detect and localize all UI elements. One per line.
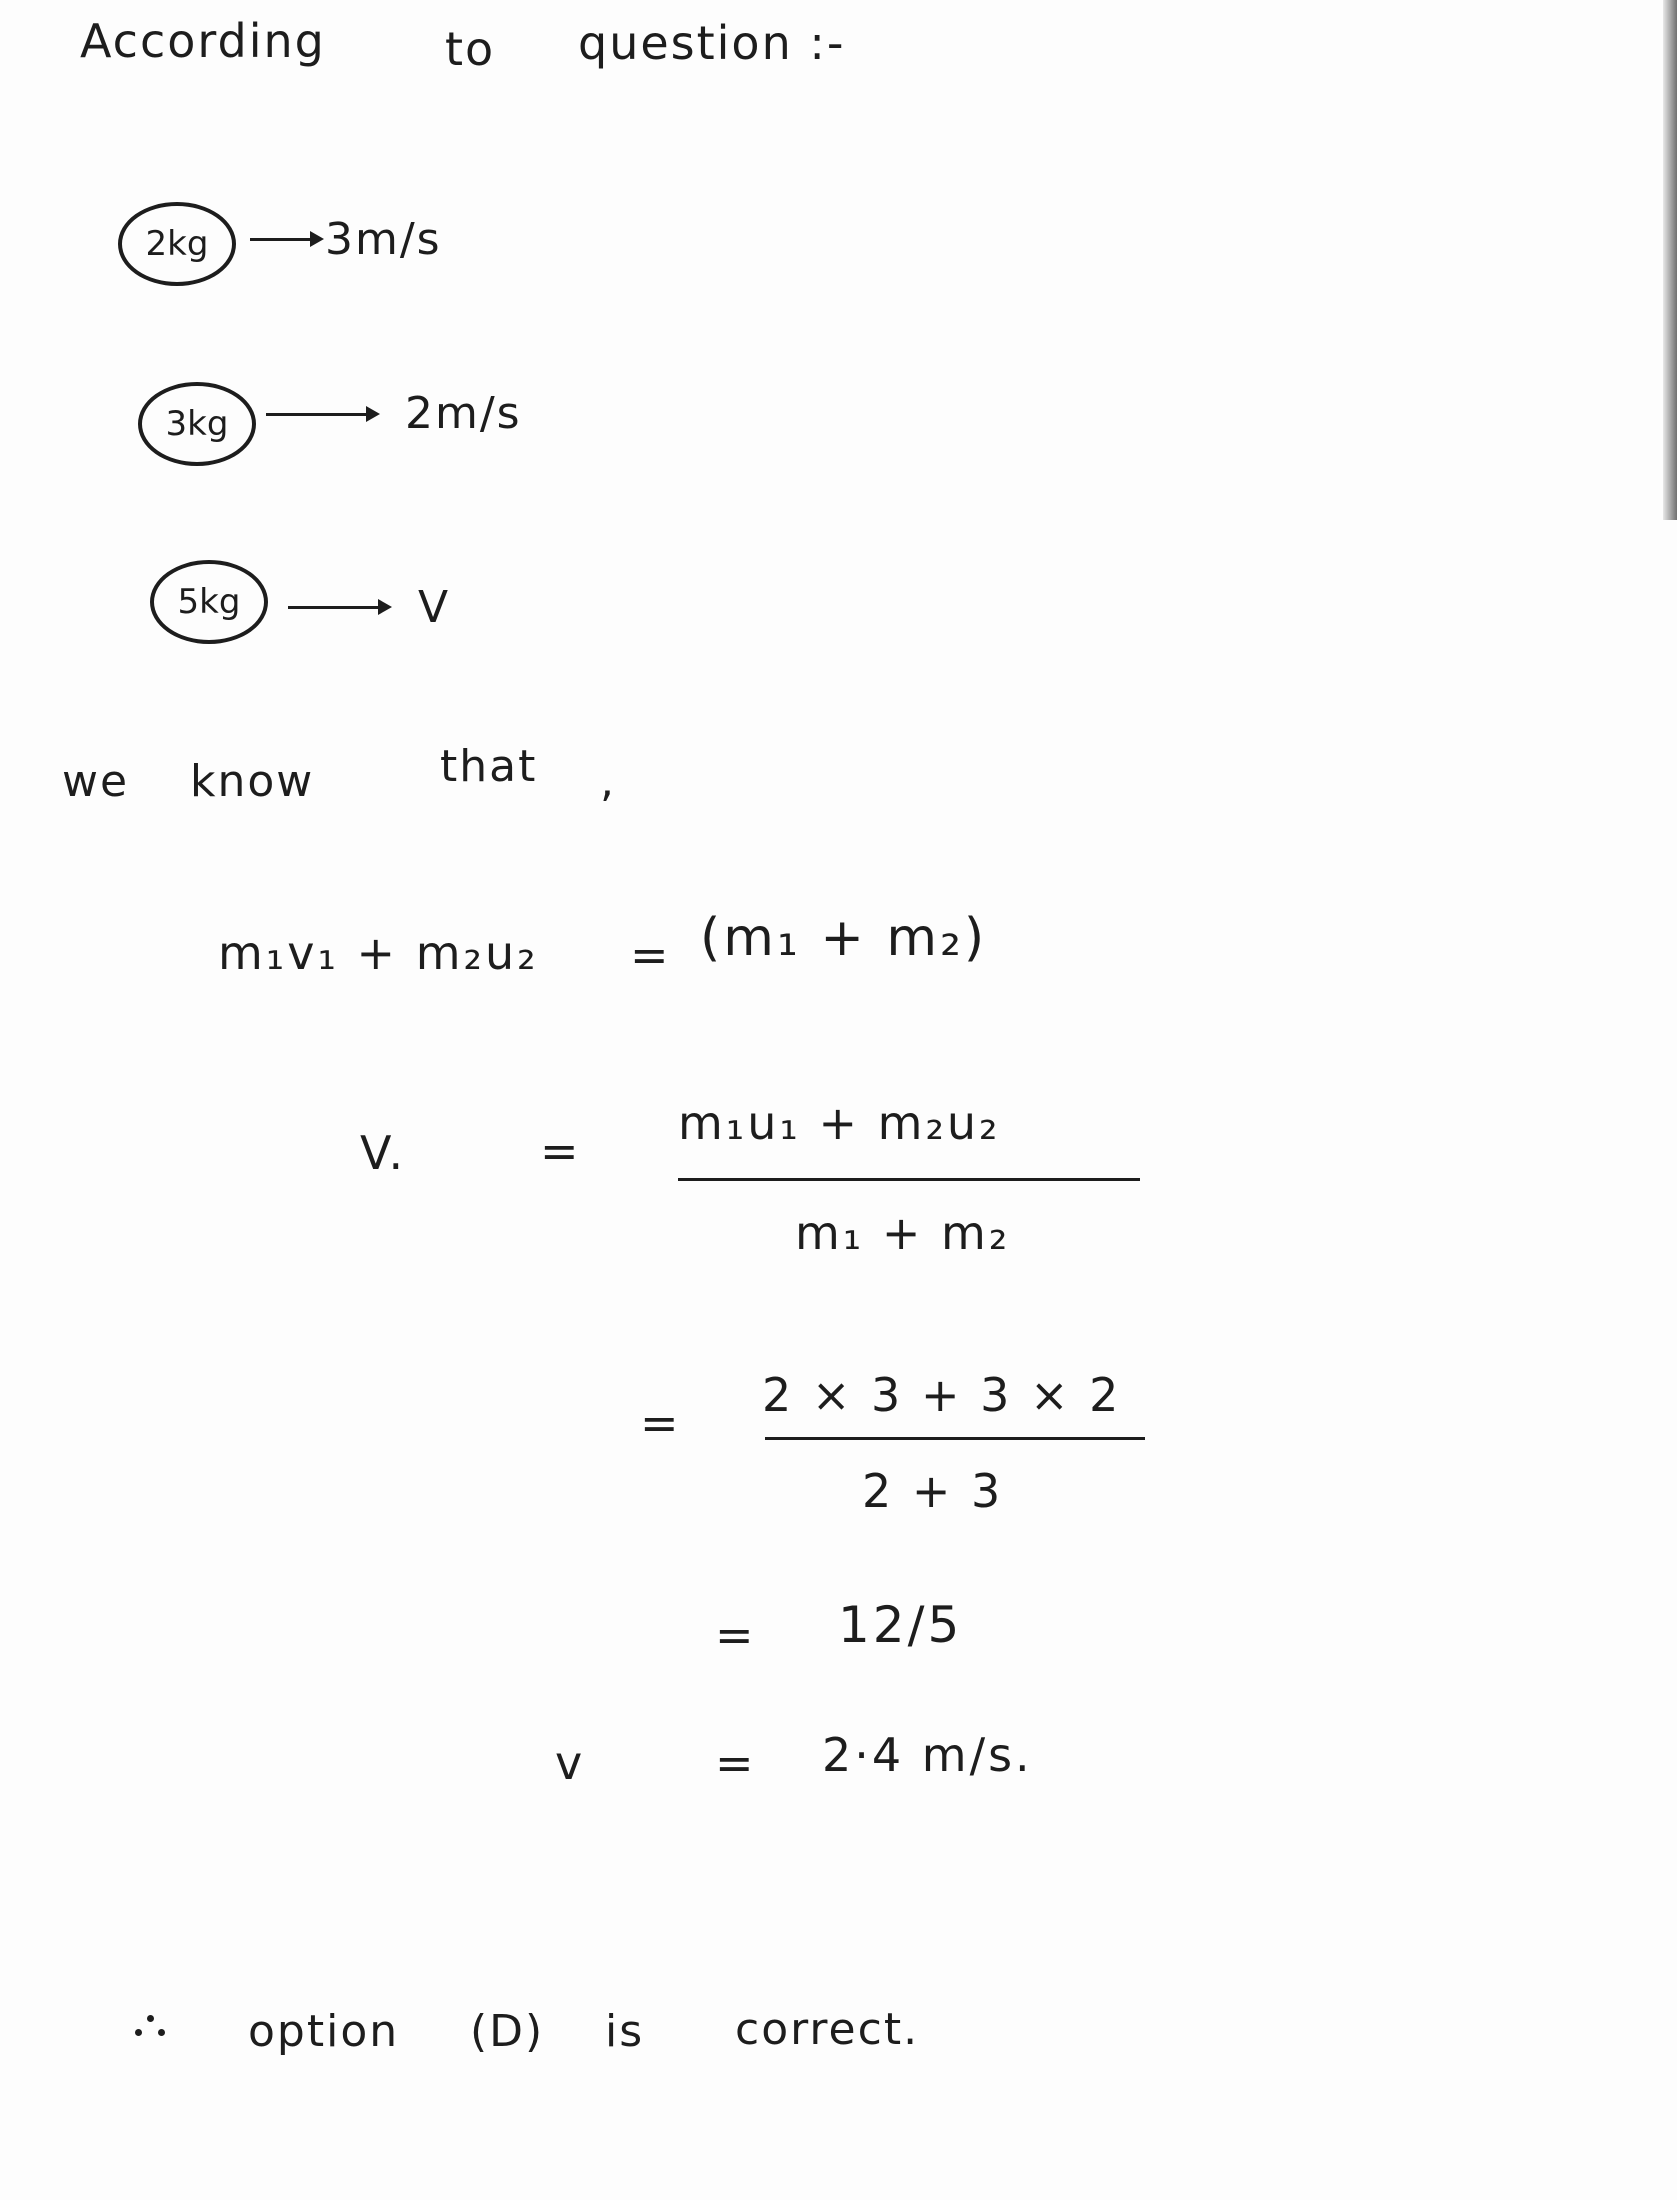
therefore-symbol [135, 2015, 165, 2037]
conclusion-word-is: is [605, 2006, 645, 2057]
arrow-1 [250, 238, 320, 241]
mass-circle-1 [118, 202, 236, 286]
conclusion-option-letter: (D) [470, 2006, 545, 2057]
arrow-3 [288, 606, 388, 609]
conclusion-word-correct: correct. [735, 2004, 920, 2055]
intro-comma: , [600, 756, 616, 807]
velocity-label-2: 2m/s [405, 388, 522, 439]
step1-numerator: m₁u₁ + m₂u₂ [678, 1096, 1001, 1150]
velocity-label-1: 3m/s [325, 214, 442, 265]
step1-denominator: m₁ + m₂ [795, 1206, 1011, 1260]
arrow-2 [266, 413, 376, 416]
heading-word-question: question :- [578, 16, 846, 70]
momentum-lhs: m₁v₁ + m₂u₂ [218, 926, 539, 980]
momentum-rhs: (m₁ + m₂) [700, 908, 988, 968]
conclusion-word-option: option [248, 2006, 400, 2057]
step2-equals: = [640, 1396, 682, 1450]
velocity-label-3: V [418, 582, 451, 633]
step2-denominator: 2 + 3 [862, 1464, 1004, 1518]
mass-label-1: 2kg [145, 224, 209, 264]
step1-equals: = [540, 1124, 582, 1178]
step3-value: 12/5 [838, 1596, 963, 1654]
result-value: 2·4 m/s. [822, 1728, 1033, 1782]
step2-fraction-bar [765, 1437, 1145, 1440]
mass-label-2: 3kg [165, 404, 229, 444]
heading-word-to: to [445, 22, 496, 76]
mass-circle-2 [138, 382, 256, 466]
step3-equals: = [715, 1608, 757, 1662]
heading-word-according: According [80, 14, 326, 68]
mass-label-3: 5kg [177, 582, 241, 622]
mass-circle-3 [150, 560, 268, 644]
result-variable: v [555, 1736, 586, 1790]
momentum-equals: = [630, 928, 672, 982]
page-edge-shadow [1663, 0, 1677, 520]
intro-word-we: we [62, 756, 130, 807]
intro-word-know: know [190, 756, 315, 807]
result-equals: = [715, 1736, 757, 1790]
intro-word-that: that [440, 741, 538, 792]
step1-variable: V. [360, 1126, 407, 1180]
step2-numerator: 2 × 3 + 3 × 2 [762, 1368, 1122, 1422]
step1-fraction-bar [678, 1178, 1140, 1181]
